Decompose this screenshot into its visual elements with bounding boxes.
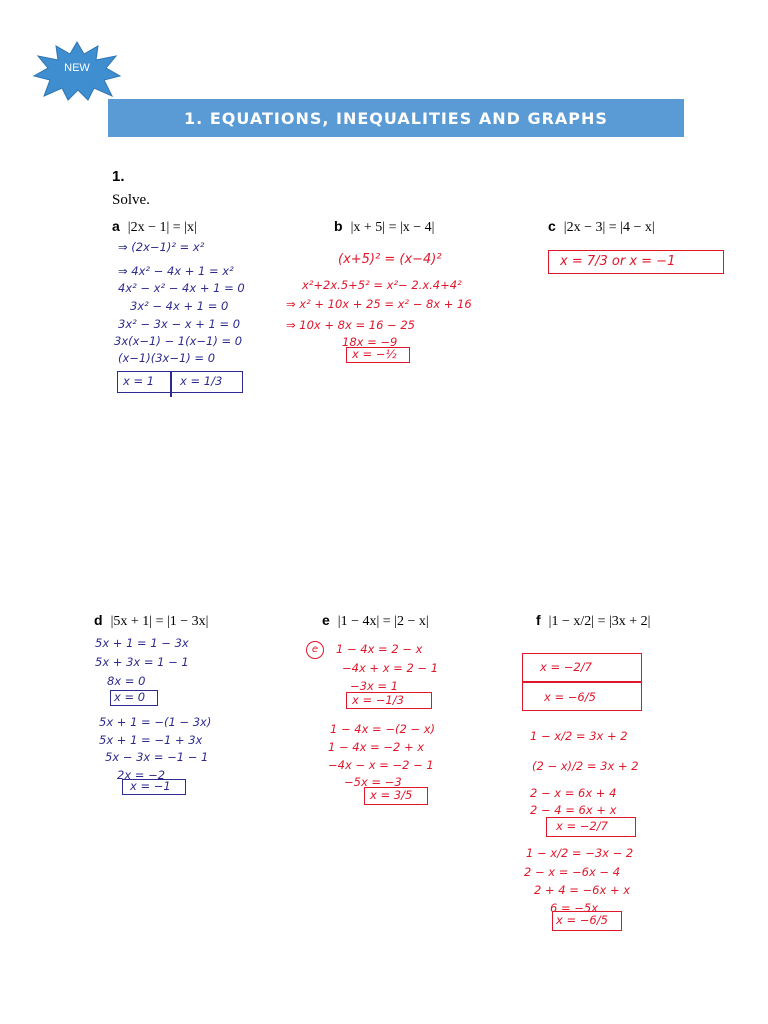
- problem-equation: |2x − 1| = |x|: [127, 220, 197, 235]
- step: ⇒ (2x−1)² = x²: [118, 240, 205, 254]
- step: (2 − x)/2 = 3x + 2: [532, 759, 639, 773]
- step: (x+5)² = (x−4)²: [338, 252, 442, 267]
- step: 2 − x = −6x − 4: [524, 865, 621, 879]
- answer-a-1: x = 1: [123, 374, 155, 388]
- answer-f-bottom: x = −6/5: [544, 690, 596, 704]
- answer-d-2: x = −1: [130, 779, 171, 793]
- step: 3x(x−1) − 1(x−1) = 0: [114, 334, 243, 348]
- step: 1 − 4x = 2 − x: [336, 642, 423, 656]
- question-instruction: Solve.: [112, 192, 150, 208]
- step: ⇒ x² + 10x + 25 = x² − 8x + 16: [286, 297, 472, 311]
- problem-equation: |1 − 4x| = |2 − x|: [337, 614, 429, 629]
- step: 2 − x = 6x + 4: [530, 786, 617, 800]
- step: 1 − x/2 = −3x − 2: [526, 846, 634, 860]
- problem-equation: |1 − x/2| = |3x + 2|: [548, 614, 651, 629]
- step: −4x − x = −2 − 1: [328, 758, 434, 772]
- step: −5x = −3: [344, 775, 402, 789]
- step: 2 + 4 = −6x + x: [534, 883, 631, 897]
- step: 5x + 1 = −(1 − 3x): [99, 715, 212, 729]
- step: 1 − x/2 = 3x + 2: [530, 729, 628, 743]
- answer-e-1: x = −1/3: [352, 693, 404, 707]
- question-number: 1.: [112, 168, 125, 185]
- problem-equation: |x + 5| = |x − 4|: [350, 220, 435, 235]
- problem-equation: |2x − 3| = |4 − x|: [563, 220, 655, 235]
- step: 6 = −5x: [550, 901, 599, 915]
- step: x²+2x.5+5² = x²− 2.x.4+4²: [302, 278, 462, 292]
- answer-f-1: x = −2/7: [556, 819, 608, 833]
- problem-c: [548, 218, 655, 236]
- step: 5x − 3x = −1 − 1: [105, 750, 209, 764]
- problem-letter: d: [94, 612, 103, 628]
- step: 1 − 4x = −2 + x: [328, 740, 425, 754]
- problem-letter: b: [334, 218, 343, 234]
- step: 2 − 4 = 6x + x: [530, 803, 617, 817]
- step: −3x = 1: [350, 679, 399, 693]
- problem-letter: a: [112, 218, 120, 234]
- problem-letter: f: [536, 612, 541, 628]
- step: 5x + 3x = 1 − 1: [95, 655, 189, 669]
- answer-a-2: x = 1/3: [180, 374, 223, 388]
- answer-d-1: x = 0: [114, 690, 146, 704]
- problem-equation: |5x + 1| = |1 − 3x|: [110, 614, 209, 629]
- problem-e: [322, 612, 429, 630]
- problem-a: [112, 218, 197, 236]
- step: (x−1)(3x−1) = 0: [118, 351, 216, 365]
- answer-b: x = −½: [352, 347, 397, 361]
- answer-divider: [522, 681, 642, 683]
- circled-marker: e: [306, 641, 324, 659]
- step: ⇒ 4x² − 4x + 1 = x²: [118, 264, 234, 278]
- step: 3x² − 4x + 1 = 0: [130, 299, 229, 313]
- answer-c: x = 7/3 or x = −1: [560, 254, 676, 269]
- step: 5x + 1 = 1 − 3x: [95, 636, 189, 650]
- step: 18x = −9: [342, 335, 398, 349]
- section-banner: 1. EQUATIONS, INEQUALITIES AND GRAPHS: [108, 99, 684, 137]
- problem-f: [536, 612, 650, 630]
- answer-f-2: x = −6/5: [556, 913, 608, 927]
- step: 3x² − 3x − x + 1 = 0: [118, 317, 241, 331]
- step: −4x + x = 2 − 1: [342, 661, 439, 675]
- answer-divider: [170, 371, 172, 397]
- step: 4x² − x² − 4x + 1 = 0: [118, 281, 245, 295]
- problem-letter: c: [548, 218, 556, 234]
- step: 2x = −2: [117, 768, 166, 782]
- step: 5x + 1 = −1 + 3x: [99, 733, 203, 747]
- problem-b: [334, 218, 434, 236]
- answer-f-top: x = −2/7: [540, 660, 592, 674]
- new-badge: [32, 40, 122, 102]
- new-badge-label: NEW: [64, 62, 90, 74]
- problem-d: [94, 612, 208, 630]
- answer-e-2: x = 3/5: [370, 788, 413, 802]
- step: ⇒ 10x + 8x = 16 − 25: [286, 318, 415, 332]
- step: 8x = 0: [107, 674, 146, 688]
- problem-letter: e: [322, 612, 330, 628]
- step: 1 − 4x = −(2 − x): [330, 722, 436, 736]
